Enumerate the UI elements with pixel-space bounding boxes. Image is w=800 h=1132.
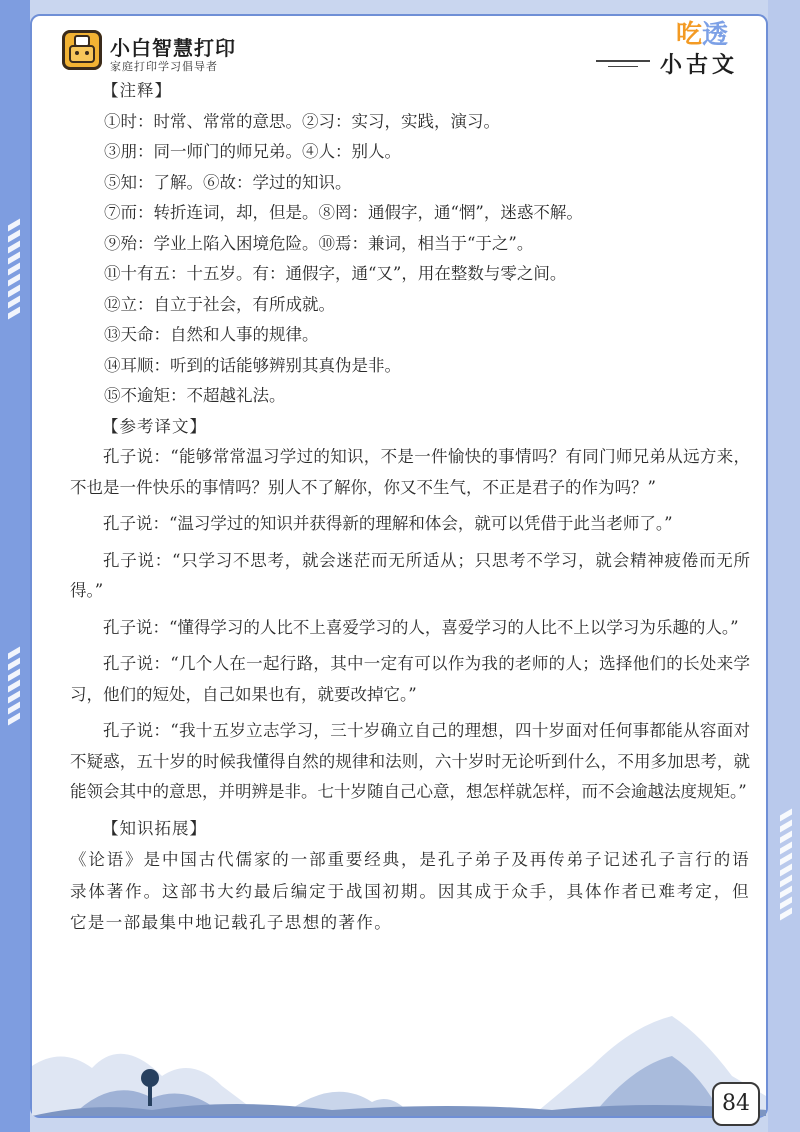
notes-heading: 【注释】	[102, 81, 172, 100]
note-item: ⑦而：转折连词，却，但是。⑧罔：通假字，通“惘”，迷惑不解。	[104, 203, 583, 222]
translation-paragraph: 孔子说：“懂得学习的人比不上喜爱学习的人，喜爱学习的人比不上以学习为乐趣的人。”	[103, 617, 739, 637]
logo-title: 小白智慧打印	[110, 36, 236, 60]
extension-heading: 【知识拓展】	[102, 818, 207, 838]
page-number: 84	[712, 1082, 760, 1126]
extension-paragraph: 《论语》是中国古代儒家的一部重要经典，是孔子弟子及再传弟子记述孔子言行的语录体著作。这部书大约最后编定于战国初期。因其成于众手，具体作者已难考定，但它是一部最集中地记载孔子思想的著作。	[70, 850, 750, 932]
translation-heading: 【参考译文】	[102, 416, 207, 436]
main-content	[70, 76, 750, 945]
logo	[62, 26, 262, 74]
translation-paragraph: 孔子说：“温习学过的知识并获得新的理解和体会，就可以凭借于此当老师了。”	[103, 514, 673, 533]
left-stripes-lower	[8, 650, 22, 727]
translation-paragraph: 孔子说：“能够常常温习学过的知识，不是一件愉快的事情吗？有同门师兄弟从远方来，不也是一件快乐的事情吗？别人不了解你，你又不生气，不正是君子的作为吗？”	[70, 447, 750, 497]
note-item: ⑨殆：学业上陷入困境危险。⑩焉：兼词，相当于“于之”。	[104, 233, 534, 253]
note-item: ⑫立：自立于社会，有所成就。	[104, 294, 335, 314]
brand-char-1: 吃	[675, 20, 702, 50]
note-item: ⑭耳顺：听到的话能够辨别其真伪是非。	[104, 355, 401, 375]
note-item: ⑮不逾矩：不超越礼法。	[104, 386, 286, 405]
note-item: ⑤知：了解。⑥故：学过的知识。	[104, 172, 352, 192]
right-stripes	[780, 812, 794, 922]
series-brand	[622, 14, 742, 78]
translation-paragraph: 孔子说：“只学习不思考，就会迷茫而无所适从；只思考不学习，就会精神疲倦而无所得。”	[70, 550, 750, 600]
translation-paragraph: 孔子说：“几个人在一起行路，其中一定有可以作为我的老师的人；选择他们的长处来学习，他们的短处，自己如果也有，就要改掉它。”	[70, 654, 750, 704]
logo-subtitle: 家庭打印学习倡导者	[110, 60, 218, 73]
note-item: ⑬天命：自然和人事的规律。	[104, 325, 319, 344]
left-stripes-upper	[8, 222, 22, 321]
note-item: ⑪十有五：十五岁。有：通假字，通“又”，用在整数与零之间。	[104, 264, 567, 283]
brand-subtitle: 小古文	[659, 52, 738, 78]
brand-char-2: 透	[701, 20, 728, 50]
brand-title	[676, 14, 728, 51]
right-decorative-band	[768, 0, 800, 1132]
note-item: ①时：时常、常常的意思。②习：实习，实践，演习。	[104, 111, 500, 131]
notes-list	[70, 107, 750, 412]
brand-divider-line	[596, 60, 650, 62]
left-decorative-band	[0, 0, 30, 1132]
printer-mascot-icon	[62, 30, 102, 70]
translation-paragraph: 孔子说：“我十五岁立志学习，三十岁确立自己的理想，四十岁面对任何事都能从容面对不疑惑，五十岁的时候我懂得自然的规律和法则，六十岁时无论听到什么，不用多加思考，就能领会其中的意思，并明辨是非。七十岁随自己心意，想怎样就怎样，而不会逾越法度规矩。”	[70, 721, 750, 801]
note-item: ③朋：同一师门的师兄弟。④人：别人。	[104, 142, 401, 161]
mountain-landscape-illustration	[32, 1006, 766, 1116]
brand-divider-line-short	[608, 66, 638, 67]
